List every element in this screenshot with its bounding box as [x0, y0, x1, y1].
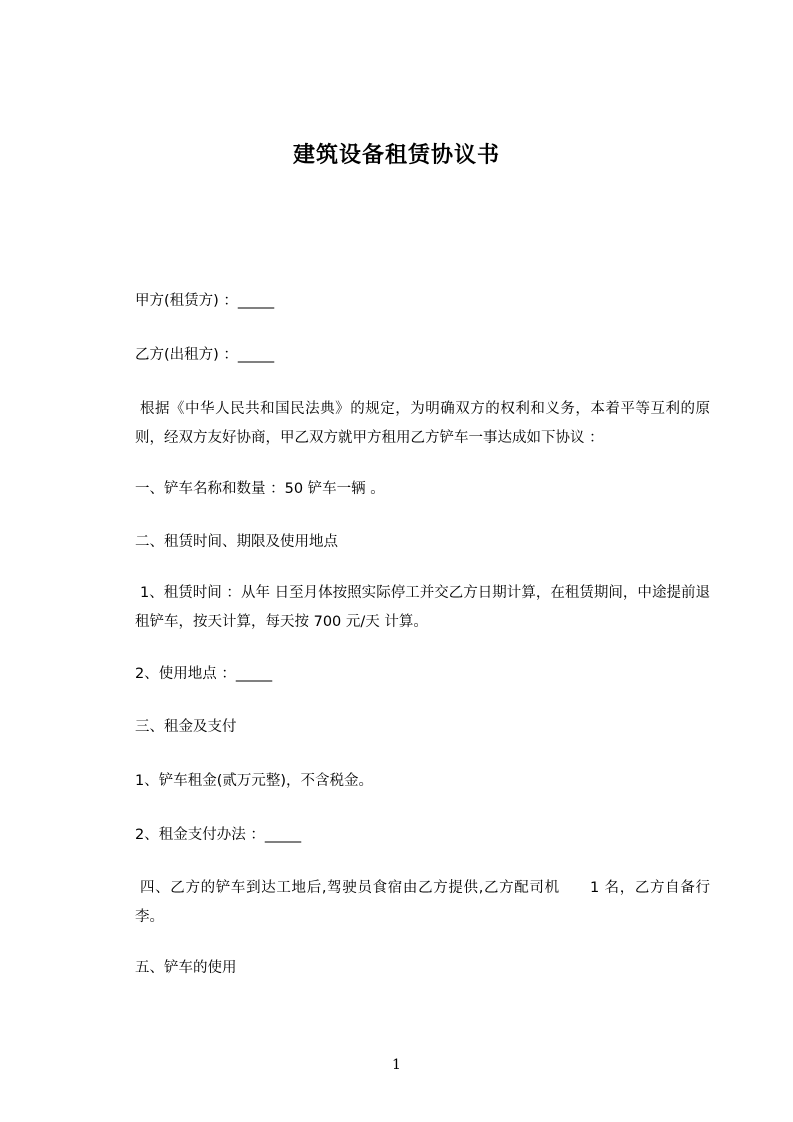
- party-a-line: 甲方(租赁方) ：_____: [135, 293, 275, 309]
- section-2-rental-period: 1、租赁时间 ：从年 日至月体按照实际停工并交乙方日期计算，在租赁期间，中途提前退租铲车，按天计算，每天按 700 元/天 计算。: [135, 585, 710, 630]
- preamble-paragraph: 根据《中华人民共和国民法典》的规定，为明确双方的权利和义务，本着平等互利的原则，经双方友好协商，甲乙双方就甲方租用乙方铲车一事达成如下协议 ：: [135, 401, 710, 446]
- section-2-heading: 二、租赁时间、期限及使用地点: [135, 534, 338, 550]
- section-2-location: 2、使用地点 ：_____: [135, 666, 273, 682]
- section-1-equipment: 一、铲车名称和数量 ：50 铲车一辆 。: [135, 481, 385, 497]
- section-5-heading: 五、铲车的使用: [135, 960, 237, 976]
- section-4-driver-paragraph: 四、乙方的铲车到达工地后,驾驶员食宿由乙方提供,乙方配司机 1 名，乙方自备行李。: [135, 880, 710, 925]
- section-3-rent-amount: 1、铲车租金(贰万元整)，不含税金。: [135, 773, 374, 789]
- party-b-line: 乙方(出租方) ：_____: [135, 347, 275, 363]
- document-title: 建筑设备租赁协议书: [292, 143, 500, 168]
- section-3-payment-method: 2、租金支付办法 ：_____: [135, 827, 302, 843]
- page-number: 1: [392, 1057, 401, 1073]
- section-3-heading: 三、租金及支付: [135, 719, 237, 735]
